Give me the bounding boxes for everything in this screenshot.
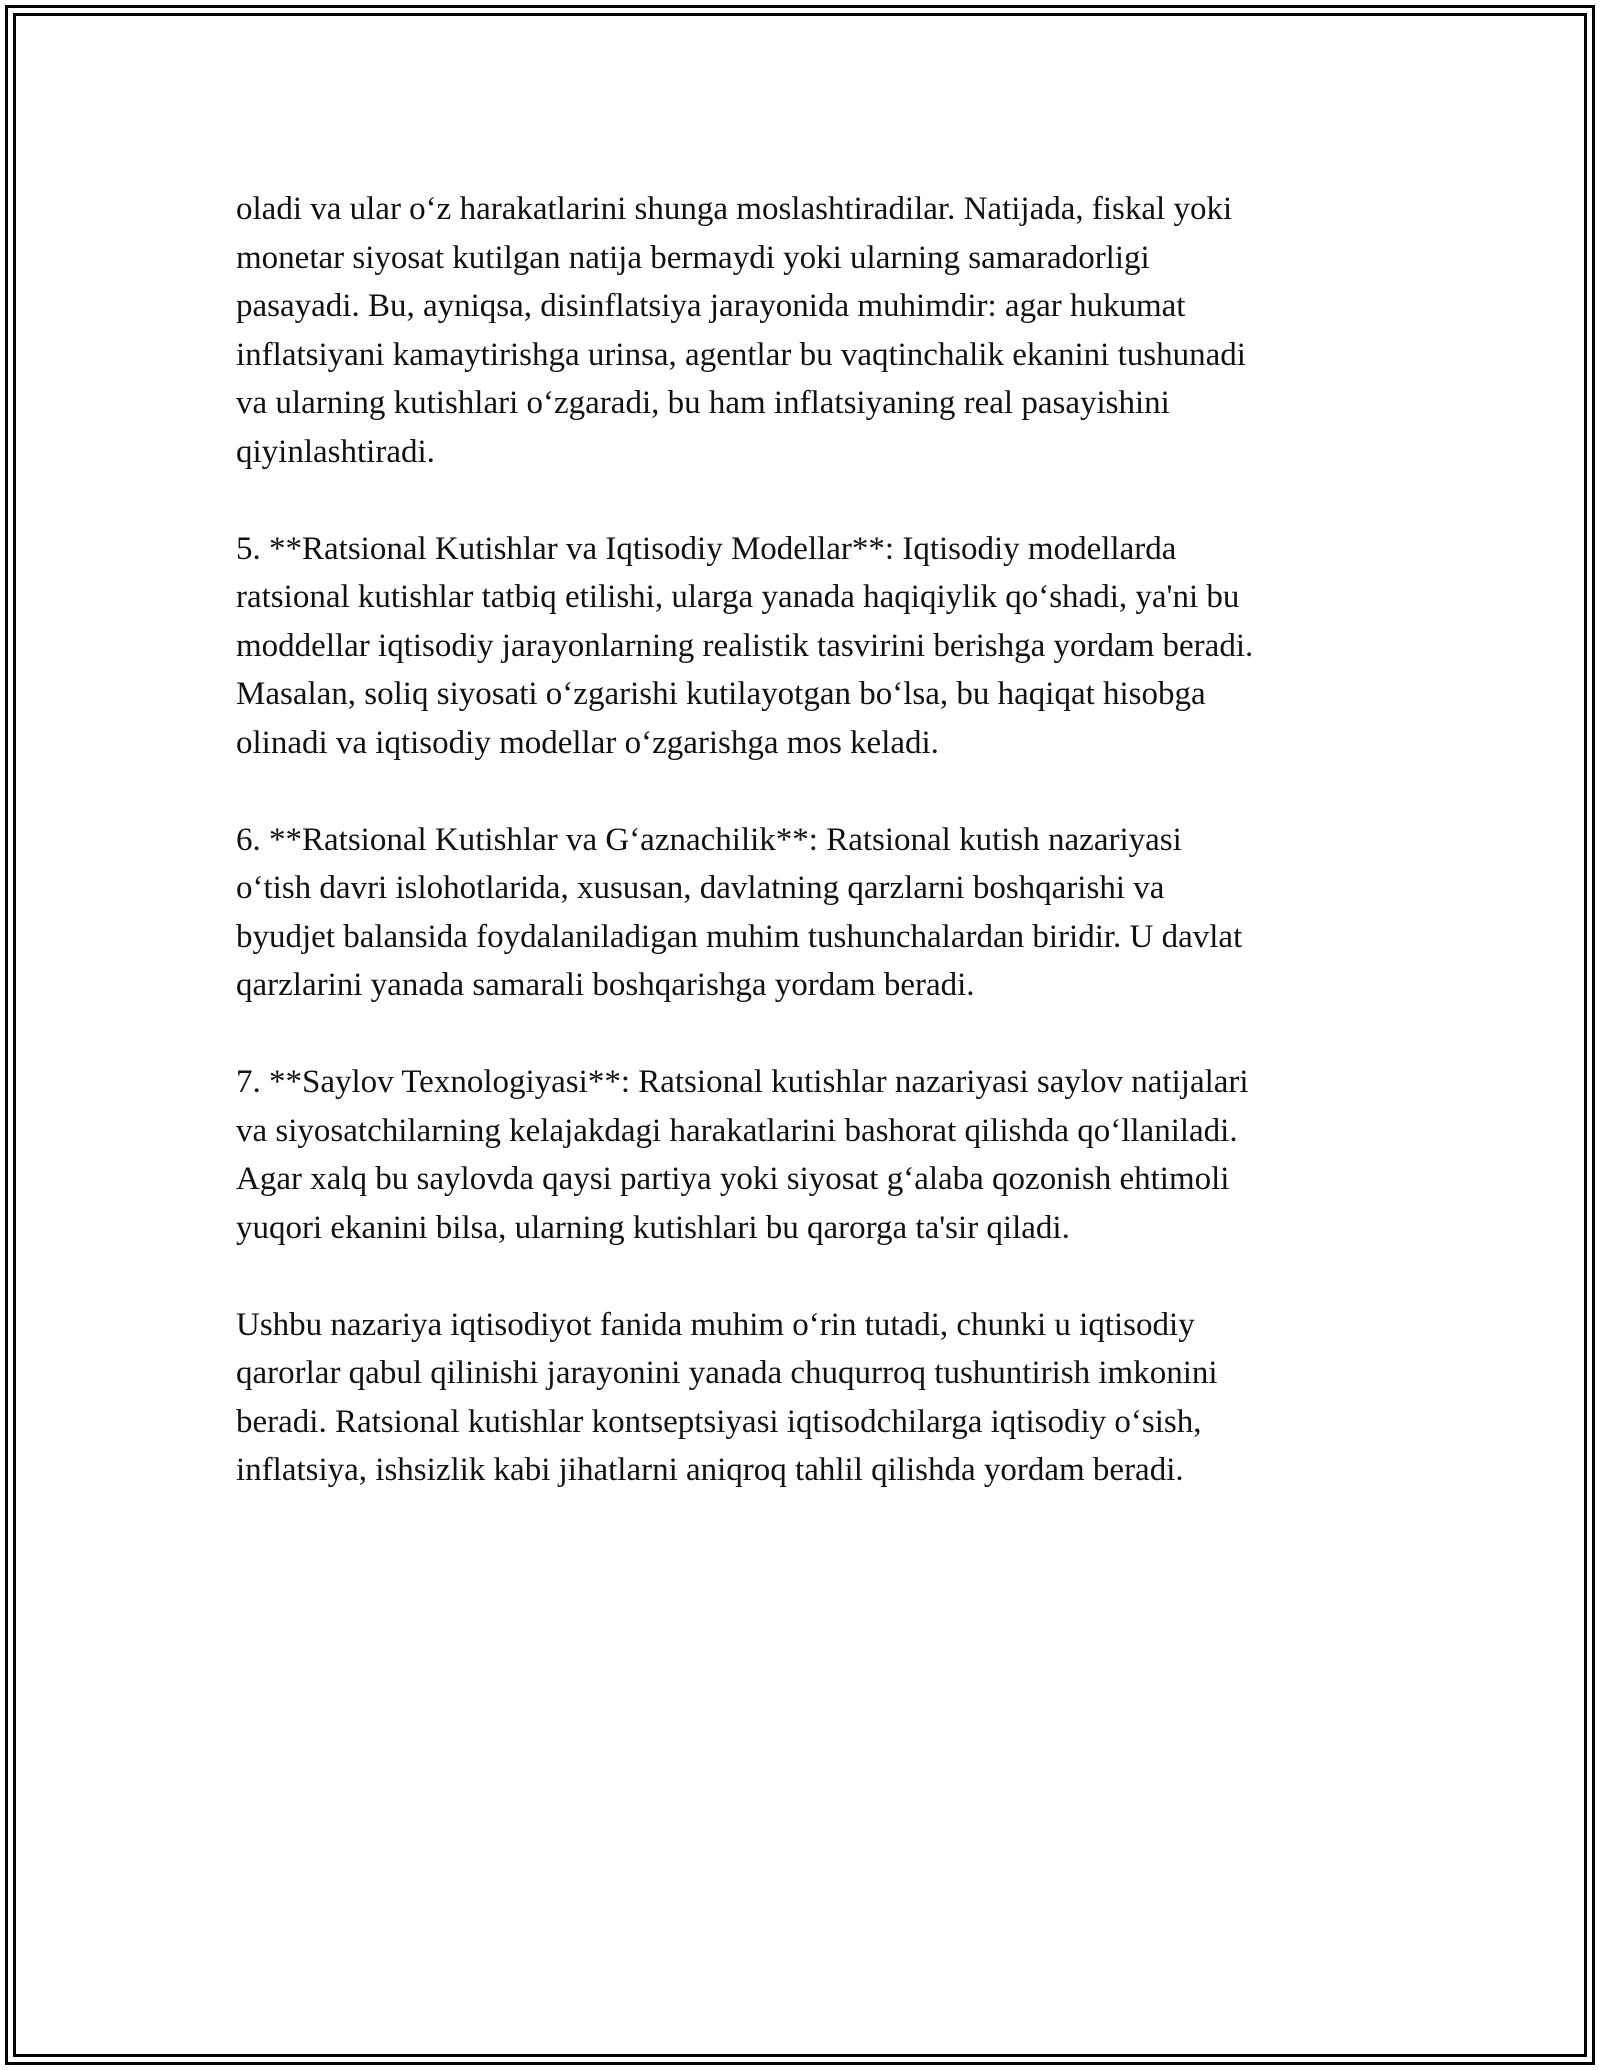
text-line: qarzlarini yanada samarali boshqarishga yordam beradi. <box>236 967 975 1003</box>
text-line: Agar xalq bu saylovda qaysi partiya yoki siyosat g‘alaba qozonish ehtimoli <box>236 1161 1230 1197</box>
text-line: qiyinlashtiradi. <box>236 433 435 470</box>
document-body <box>236 185 1376 1543</box>
text-line: inflatsiyani kamaytirishga urinsa, agentlar bu vaqtinchalik ekanini tushunadi <box>236 336 1246 373</box>
text-line: va ularning kutishlari o‘zgaradi, bu ham inflatsiyaning real pasayishini <box>236 385 1170 421</box>
text-line: 5. **Ratsional Kutishlar va Iqtisodiy Modellar**: Iqtisodiy modellarda <box>236 530 1177 567</box>
paragraph-conclusion <box>236 1301 1376 1495</box>
text-line: pasayadi. Bu, ayniqsa, disinflatsiya jarayonida muhimdir: agar hukumat <box>236 288 1186 324</box>
text-line: olinadi va iqtisodiy modellar o‘zgarishga mos keladi. <box>236 724 939 761</box>
text-line: 7. **Saylov Texnologiyasi**: Ratsional kutishlar nazariyasi saylov natijalari <box>236 1064 1249 1100</box>
text-line: Ushbu nazariya iqtisodiyot fanida muhim o‘rin tutadi, chunki u iqtisodiy <box>236 1306 1195 1343</box>
text-line: ratsional kutishlar tatbiq etilishi, ularga yanada haqiqiylik qo‘shadi, ya'ni bu <box>236 579 1240 615</box>
text-line: inflatsiya, ishsizlik kabi jihatlarni aniqroq tahlil qilishda yordam beradi. <box>236 1452 1184 1488</box>
text-line: 6. **Ratsional Kutishlar va G‘aznachilik**: Ratsional kutish nazariyasi <box>236 821 1182 858</box>
paragraph-item-7 <box>236 1058 1376 1252</box>
text-line: beradi. Ratsional kutishlar kontseptsiyasi iqtisodchilarga iqtisodiy o‘sish, <box>236 1403 1202 1440</box>
text-line: va siyosatchilarning kelajakdagi harakatlarini bashorat qilishda qo‘llaniladi. <box>236 1112 1238 1149</box>
text-line: moddellar iqtisodiy jarayonlarning realistik tasvirini berishga yordam beradi. <box>236 627 1254 664</box>
text-line: Masalan, soliq siyosati o‘zgarishi kutilayotgan bo‘lsa, bu haqiqat hisobga <box>236 676 1206 712</box>
text-line: oladi va ular o‘z harakatlarini shunga moslashtiradilar. Natijada, fiskal yoki <box>236 191 1233 227</box>
text-line: yuqori ekanini bilsa, ularning kutishlari bu qarorga ta'sir qiladi. <box>236 1209 1070 1246</box>
text-line: byudjet balansida foydalaniladigan muhim tushunchalardan biridir. U davlat <box>236 918 1243 955</box>
text-line: monetar siyosat kutilgan natija bermaydi yoki ularning samaradorligi <box>236 239 1150 276</box>
text-line: o‘tish davri islohotlarida, xususan, davlatning qarzlarni boshqarishi va <box>236 870 1165 906</box>
paragraph-item-6 <box>236 816 1376 1010</box>
paragraph-continuation <box>236 185 1376 476</box>
paragraph-item-5 <box>236 525 1376 768</box>
text-line: qarorlar qabul qilinishi jarayonini yanada chuqurroq tushuntirish imkonini <box>236 1355 1218 1391</box>
